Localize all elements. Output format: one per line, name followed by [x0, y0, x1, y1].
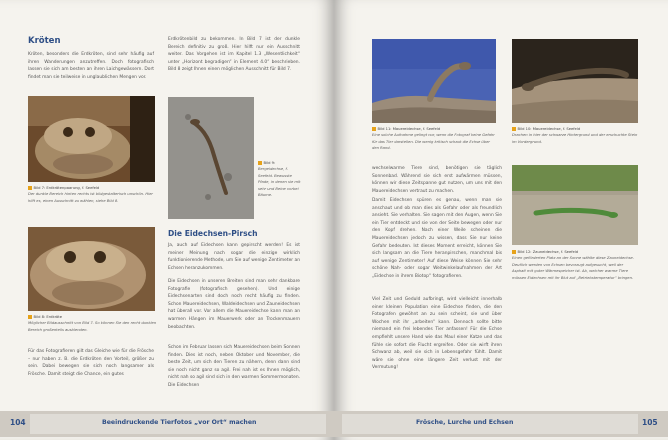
section-heading-kroeten: Kröten	[28, 36, 61, 46]
caption-marker-icon	[258, 161, 262, 165]
photo-wall-lizard-rock	[372, 39, 496, 123]
pirsch-para3: Schon im Februar lassen sich Mauereidechsen beim Sonnen finden. Dies ist noch, neben Oktober und November, die beste Zeit, um sich den Tieren zu nähern, denn dann sind sie noch nicht ganz so agil. Frei nah ist es Ihnen möglich, nicht nah so agil sind sich in den warmen Sommermonaten. Die Eidechsen	[168, 345, 300, 388]
caption-marker-icon	[512, 127, 516, 131]
caption-marker-icon	[28, 315, 32, 319]
right-col1-para2: Damit Eidechsen spüren es genau, wenn man sie anschaut und ob man dies als Gefahr oder als freundlich ansieht. Sie verhalten. Sie sagen mit den Augen, wenn Sie ein Tier entdeckt und sie von der Seite bewegen oder nur den Kopf drehen. Nach einer Weile scheinen die Mauereidechsen jedoch zu wissen, dass Sie nur keine Gefahr bedeuten. Ist dieses Moment erreicht, können Sie sich langsam an die Tiere heranpirschen, manchmal bis auf wenige Zentimeter! Auf diese Weise können Sie sehr schöne Nah- oder sogar Weitwinkelaufnahmen der Art „Eidechse in ihrem Biotop“ fotografieren.	[372, 198, 502, 279]
pirsch-para1: Ja, auch auf Eidechsen kann gepirscht werden! Es ist meiner Meinung nach sogar die einzige wirklich funktionierende Methode, um Sie auf wenige Zentimeter an Echsen heranzukommen.	[168, 243, 300, 271]
photo-sand-lizard-path	[512, 165, 638, 245]
col2-intro-text: Erdkrötenbild zu bekommen. In Bild 7 ist der dunkle Bereich definitiv zu groß. Hier hilft nur ein Ausschnitt weiter. Das Vorgehen ist im Kapitel 1.3 „Wesentlichkeit“ unter „Horizont begradigen“ in Element 4.0“ beschrieben. Bild 8 zeigt Ihnen einen möglichen Ausschnitt für Bild 7.	[168, 37, 300, 73]
running-head-left: Beeindruckende Tierfotos „vor Ort“ machen	[102, 418, 257, 426]
section-heading-eidechsen-pirsch: Die Eidechsen-Pirsch	[168, 229, 258, 238]
page-number-right: 105	[642, 418, 658, 427]
right-col1-para3: Viel Zeit und Geduld aufbringt, wird vielleicht innerhalb einer kleinen Population eine Eidechse finden, die den Fotografen gewöhnt an zu sein scheint, sie und über Wochen mit ihr „arbeiten“ kann. Dennoch sollte bitte niemand ein frei lebendes Tier anfassen! Für die Echse empfiehlt unsere Hand wie das Maul einer Katze und das fühle sie sofort die Flucht ergreifen. Oder sie wirft ihren Schwanz ab, weil sie sich in Lebensgefahr fühlt. Damit wäre sie ohne eine längere Zeit verlust mit der Vermutung!	[372, 297, 502, 371]
photo-wall-lizard-dark	[512, 39, 638, 123]
photo-toad-mating	[28, 96, 155, 182]
right-page	[334, 0, 668, 440]
running-head-right: Frösche, Lurche und Echsen	[416, 418, 514, 426]
caption-marker-icon	[372, 127, 376, 131]
photo-sand-lizard-path-caption: Bild 12: Zauneidechse, f. Seefeld Einen geförderten Platz an der Sonne wählte diese Zauneidechse. Deutlich werden von Echsen bevorzugt aufgesucht, weil der Asphalt mit guter Wärmespeicher ist. Ab, welcher warme Tiere müssen Eidechsen mit ihr Blut auf „Betriebstemperatur“ bringen.	[512, 250, 634, 280]
caption-marker-icon	[512, 250, 516, 254]
photo-wall-lizard-rock-caption: Bild 11: Mauereidechse, f. Seefeld Eine solche Aufnahme gelingt nur, wenn die Fotograf keine Gefahr für das Tier darstellen. Die wenig kritisch schaut die Echse über den Rand.	[372, 127, 495, 151]
right-col1-para1: wechselwarme Tiere sind, benötigen sie täglich Sonnenbad. Während sie sich erst aufwärmen müssen, können wir diese Zeitspanne gut nutzen, um uns mit den Mauereidechsen vertraut zu machen.	[372, 166, 502, 194]
caption-marker-icon	[28, 186, 32, 190]
photo-lizard-on-stone-caption: Bild 9: Bergeidechse, f. Seefeld. Bewusste Pfade, in denen sie mit sehr und Beine vorbei Bäume.	[258, 161, 301, 198]
left-footer	[0, 411, 334, 437]
photo-wall-lizard-dark-caption: Bild 10: Mauereidechse, f. Seefeld Drachen in hier der schwarze Hintergrund und der erschuchte Stein im Vordergrund.	[512, 127, 638, 144]
page-number-left: 104	[10, 418, 26, 427]
photo-lizard-on-stone	[168, 97, 254, 219]
kroeten-intro-text: Kröten, besonders die Erdkröten, sind sehr häufig auf ihren Wanderungen anzutreffen. Doch fotografisch lassen sie sich am besten an ihren Laichgewässern. Dort findet man sie teilweise in unglaublichen Mengen vor.	[28, 52, 154, 80]
pirsch-para2: Die Eidechsen in unseren Breiten sind man sehr dankbare Fotografie (fotografisch gesehen). Und einige Eidechsenarten sind doch noch recht häufig zu finden. Schon Mauereidechsen, Waldeidechsen und Zauneidechsen hat überall vor. Vor allem die Mauereidechse kann man an warmen Hängen im Mauerwerk oder an Trockenmauern beobachten.	[168, 279, 300, 330]
photo-toad-crop-caption: Bild 8: Erdkröte Möglicher Bildausschnitt von Bild 7. So können Sie den recht dunklen Bereich großenteils ausblenden.	[28, 315, 157, 332]
right-footer	[334, 411, 668, 437]
photo-toad-mating-caption: Bild 7: Erdkrötenpaarung, f. Seefeld Der dunkle Bereich hinten rechts ist bildgestalterisch unschön. Hier hilft es, einen Ausschnitt zu wählen, siehe Bild 8.	[28, 186, 153, 203]
photo-toad-crop	[28, 227, 155, 311]
kroeten-text-continued: Für das Fotografieren gilt das Gleiche wie für die Frösche – nur haben z. B. die Erdkröten den Vorteil, größer zu sein. Dabei bewegen sie sich noch langsamer als Frösche. Damit steigt die Chance, ein gutes	[28, 349, 154, 377]
